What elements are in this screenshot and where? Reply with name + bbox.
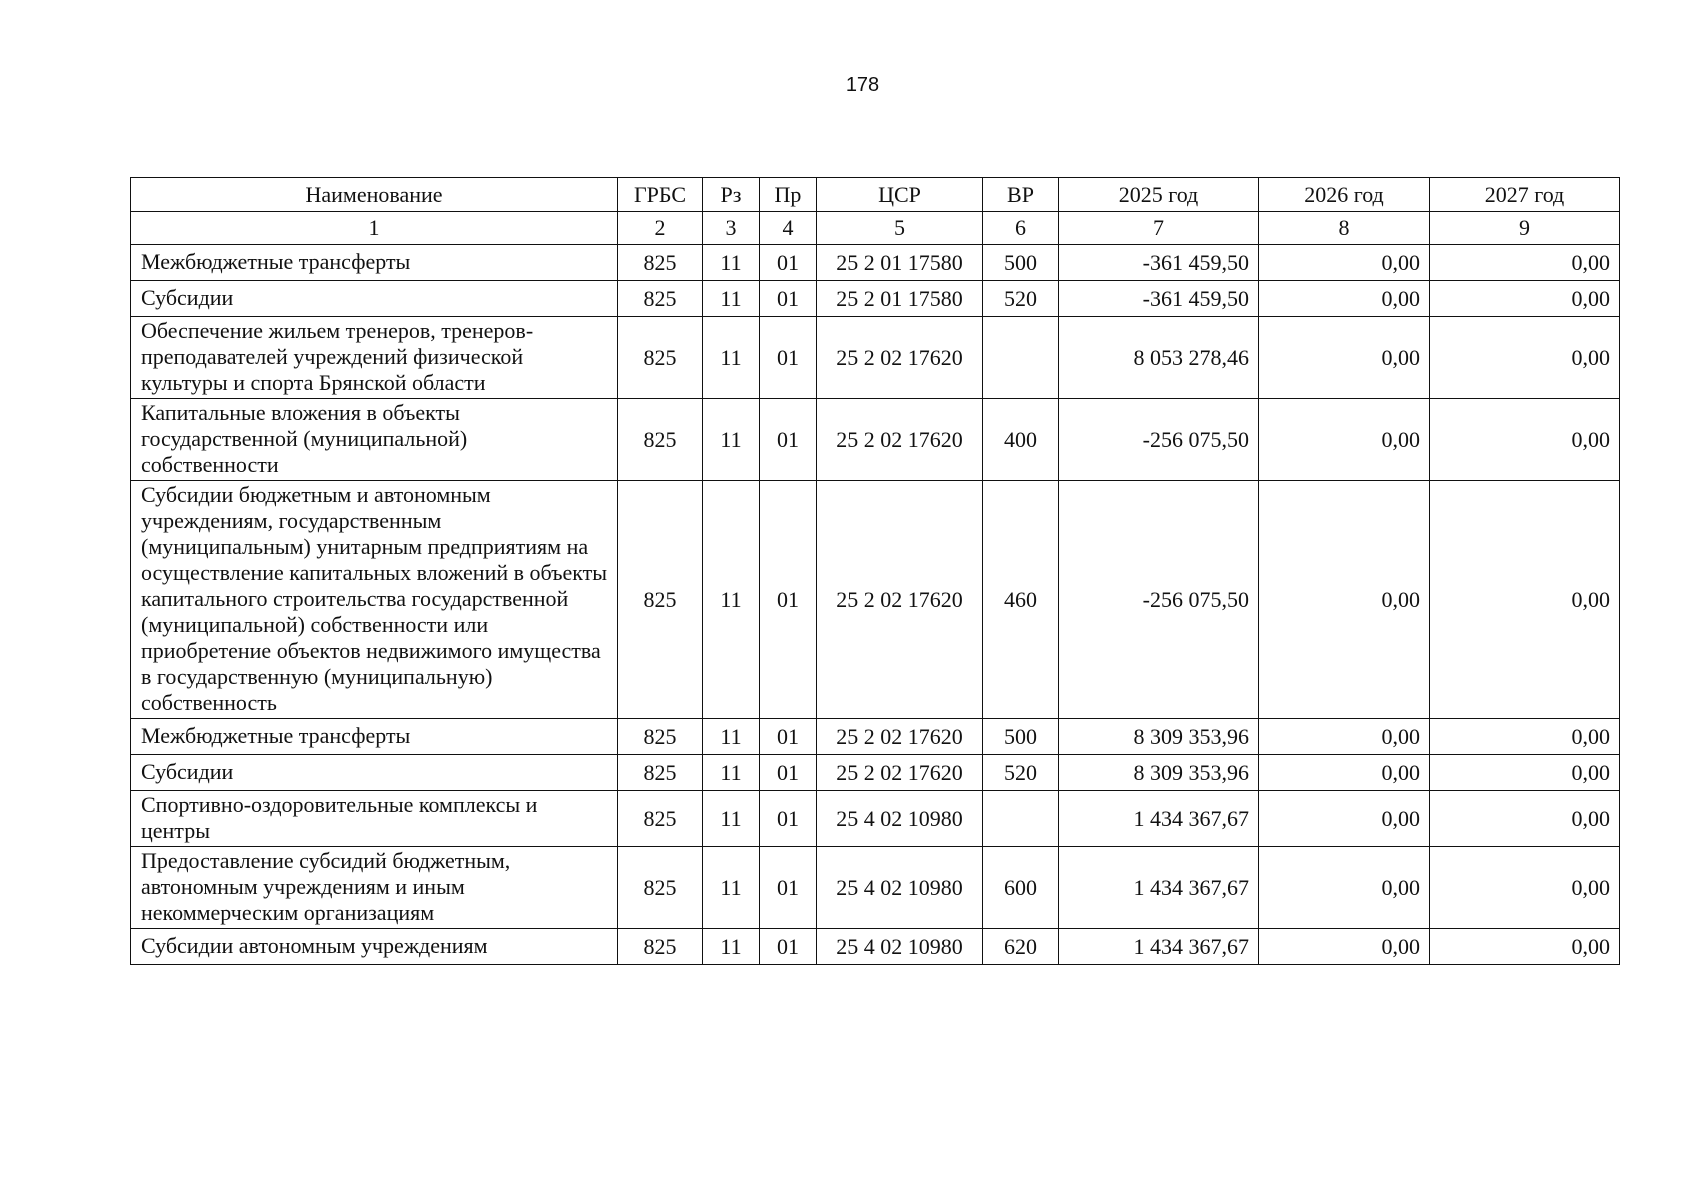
cell-amount-2027: 0,00 [1430,755,1620,791]
cell-amount-2025: 8 053 278,46 [1059,317,1259,399]
header-grbs: ГРБС [618,178,703,212]
header-csr: ЦСР [817,178,983,212]
cell-csr: 25 2 01 17580 [817,245,983,281]
cell-vr: 400 [983,399,1059,481]
cell-vr: 620 [983,929,1059,965]
header-2027: 2027 год [1430,178,1620,212]
column-number: 9 [1430,212,1620,245]
cell-amount-2025: 1 434 367,67 [1059,847,1259,929]
column-number: 4 [760,212,817,245]
table-row [131,929,1620,965]
cell-pr: 01 [760,719,817,755]
cell-rz: 11 [703,317,760,399]
cell-rz: 11 [703,399,760,481]
cell-name: Межбюджетные трансферты [131,245,618,281]
cell-amount-2027: 0,00 [1430,847,1620,929]
cell-name: Обеспечение жильем тренеров, тренеров-преподавателей учреждений физической культуры и спорта Брянской области [131,317,618,399]
header-rz: Рз [703,178,760,212]
cell-csr: 25 4 02 10980 [817,847,983,929]
cell-name: Субсидии [131,755,618,791]
cell-pr: 01 [760,847,817,929]
cell-name: Субсидии автономным учреждениям [131,929,618,965]
cell-grbs: 825 [618,719,703,755]
table-header [131,178,1620,212]
column-number: 3 [703,212,760,245]
cell-amount-2027: 0,00 [1430,719,1620,755]
cell-name: Субсидии бюджетным и автономным учреждениям, государственным (муниципальным) унитарным предприятиям на осуществление капитальных вложений в объекты капитального строительства государственной (муниципальной) собственности или приобретение объектов недвижимого имущества в государственную (муниципальную) собственность [131,481,618,719]
column-number: 6 [983,212,1059,245]
cell-name: Капитальные вложения в объекты государственной (муниципальной) собственности [131,399,618,481]
cell-csr: 25 2 02 17620 [817,317,983,399]
cell-grbs: 825 [618,245,703,281]
column-number: 5 [817,212,983,245]
table-row [131,755,1620,791]
cell-amount-2027: 0,00 [1430,791,1620,847]
header-name: Наименование [131,178,618,212]
cell-amount-2026: 0,00 [1259,755,1430,791]
cell-name: Спортивно-оздоровительные комплексы и центры [131,791,618,847]
cell-csr: 25 2 02 17620 [817,719,983,755]
cell-amount-2027: 0,00 [1430,245,1620,281]
cell-name: Субсидии [131,281,618,317]
column-number-row [131,212,1620,245]
header-pr: Пр [760,178,817,212]
cell-pr: 01 [760,281,817,317]
cell-rz: 11 [703,245,760,281]
cell-amount-2025: -256 075,50 [1059,481,1259,719]
cell-csr: 25 2 01 17580 [817,281,983,317]
cell-pr: 01 [760,317,817,399]
cell-csr: 25 2 02 17620 [817,481,983,719]
header-2026: 2026 год [1259,178,1430,212]
cell-grbs: 825 [618,847,703,929]
cell-amount-2027: 0,00 [1430,281,1620,317]
cell-amount-2025: -361 459,50 [1059,281,1259,317]
header-row [131,178,1620,212]
cell-rz: 11 [703,719,760,755]
cell-grbs: 825 [618,399,703,481]
cell-amount-2025: 8 309 353,96 [1059,755,1259,791]
table-row [131,481,1620,719]
budget-table [130,177,1620,965]
cell-amount-2026: 0,00 [1259,791,1430,847]
cell-vr: 500 [983,245,1059,281]
column-number: 2 [618,212,703,245]
cell-pr: 01 [760,481,817,719]
column-number: 8 [1259,212,1430,245]
cell-rz: 11 [703,481,760,719]
cell-amount-2026: 0,00 [1259,847,1430,929]
table-body [131,212,1620,965]
cell-vr [983,317,1059,399]
cell-vr: 520 [983,755,1059,791]
table-row [131,317,1620,399]
cell-csr: 25 2 02 17620 [817,755,983,791]
table-row [131,245,1620,281]
cell-pr: 01 [760,929,817,965]
cell-rz: 11 [703,755,760,791]
cell-vr [983,791,1059,847]
page-number: 178 [845,74,880,96]
header-2025: 2025 год [1059,178,1259,212]
cell-name: Предоставление субсидий бюджетным, автономным учреждениям и иным некоммерческим организациям [131,847,618,929]
table-row [131,719,1620,755]
cell-grbs: 825 [618,791,703,847]
header-vr: ВР [983,178,1059,212]
table-row [131,399,1620,481]
cell-pr: 01 [760,791,817,847]
cell-amount-2026: 0,00 [1259,317,1430,399]
cell-rz: 11 [703,929,760,965]
cell-rz: 11 [703,791,760,847]
cell-rz: 11 [703,847,760,929]
column-number: 1 [131,212,618,245]
cell-amount-2026: 0,00 [1259,929,1430,965]
cell-grbs: 825 [618,929,703,965]
cell-amount-2025: 1 434 367,67 [1059,791,1259,847]
cell-amount-2027: 0,00 [1430,399,1620,481]
table-row [131,847,1620,929]
cell-csr: 25 4 02 10980 [817,791,983,847]
cell-amount-2026: 0,00 [1259,719,1430,755]
cell-grbs: 825 [618,317,703,399]
cell-csr: 25 4 02 10980 [817,929,983,965]
cell-csr: 25 2 02 17620 [817,399,983,481]
cell-amount-2026: 0,00 [1259,481,1430,719]
cell-grbs: 825 [618,281,703,317]
column-number: 7 [1059,212,1259,245]
cell-grbs: 825 [618,481,703,719]
cell-amount-2026: 0,00 [1259,399,1430,481]
cell-amount-2025: 8 309 353,96 [1059,719,1259,755]
cell-amount-2025: 1 434 367,67 [1059,929,1259,965]
cell-amount-2026: 0,00 [1259,245,1430,281]
cell-vr: 460 [983,481,1059,719]
cell-name: Межбюджетные трансферты [131,719,618,755]
cell-vr: 520 [983,281,1059,317]
cell-amount-2027: 0,00 [1430,481,1620,719]
cell-amount-2026: 0,00 [1259,281,1430,317]
cell-amount-2027: 0,00 [1430,317,1620,399]
cell-vr: 600 [983,847,1059,929]
table-row [131,791,1620,847]
cell-rz: 11 [703,281,760,317]
cell-pr: 01 [760,245,817,281]
cell-vr: 500 [983,719,1059,755]
cell-pr: 01 [760,755,817,791]
cell-amount-2025: -361 459,50 [1059,245,1259,281]
cell-pr: 01 [760,399,817,481]
cell-amount-2027: 0,00 [1430,929,1620,965]
cell-grbs: 825 [618,755,703,791]
cell-amount-2025: -256 075,50 [1059,399,1259,481]
table-row [131,281,1620,317]
